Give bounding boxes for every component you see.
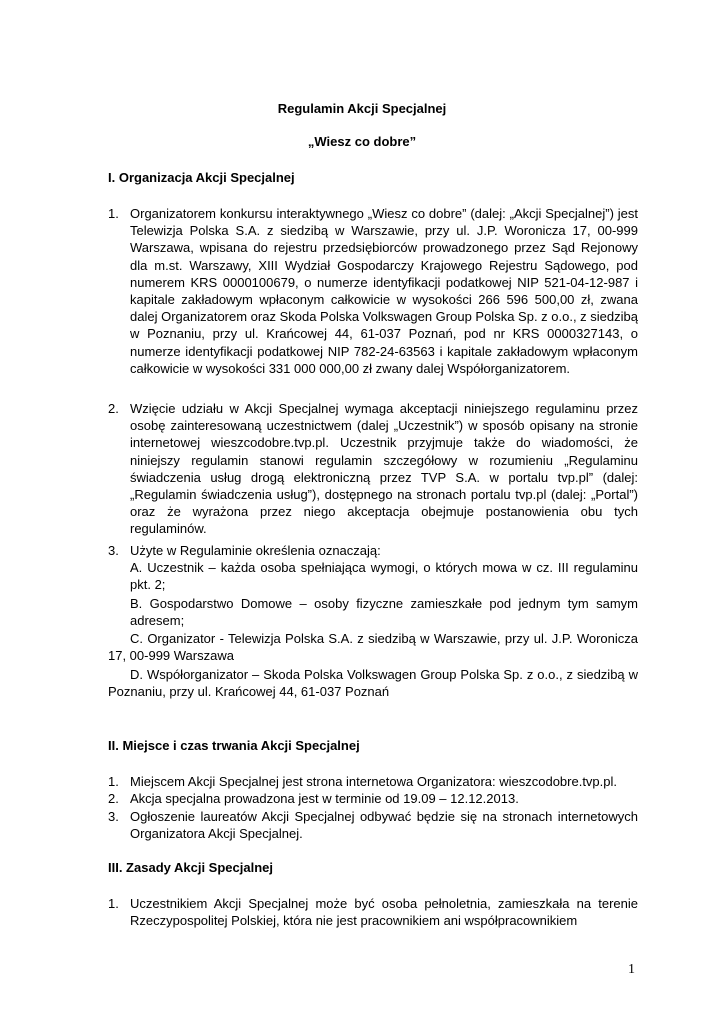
list-item-text: Akcja specjalna prowadzona jest w terminie od 19.09 – 12.12.2013. bbox=[130, 791, 519, 806]
list-item-number: 3. bbox=[108, 543, 119, 558]
document-subtitle: „Wiesz co dobre” bbox=[307, 134, 417, 149]
definition-a: A. Uczestnik – każda osoba spełniająca wymogi, o których mowa w cz. III regulaminu pkt. 2; bbox=[130, 560, 638, 593]
list-item-text: Miejscem Akcji Specjalnej jest strona internetowa Organizatora: wieszcodobre.tvp.pl. bbox=[130, 774, 618, 789]
list-item bbox=[108, 205, 638, 377]
page-number: 1 bbox=[628, 962, 635, 977]
list-item bbox=[108, 808, 638, 842]
list-item bbox=[108, 790, 638, 807]
section-heading: I. Organizacja Akcji Specjalnej bbox=[108, 170, 295, 185]
definition-d: D. Współorganizator – Skoda Polska Volkswagen Group Polska Sp. z o.o., z siedzibą w Poznaniu, przy ul. Krańcowej 44, 61-037 Poznań bbox=[108, 667, 638, 700]
list-item bbox=[108, 542, 638, 559]
list-item-number: 1. bbox=[108, 774, 119, 789]
list-item-text: Użyte w Regulaminie określenia oznaczają: bbox=[130, 543, 381, 558]
list-item bbox=[108, 773, 638, 790]
list-item-text: Uczestnikiem Akcji Specjalnej może być osoba pełnoletnia, zamieszkała na terenie Rzeczypospolitej Polskiej, która nie jest pracownikiem ani współpracownikiem bbox=[130, 896, 638, 929]
list-item bbox=[108, 400, 638, 538]
list-item-number: 2. bbox=[108, 401, 119, 416]
list-item-number: 3. bbox=[108, 809, 119, 824]
definition-c: C. Organizator - Telewizja Polska S.A. z siedzibą w Warszawie, przy ul. J.P. Woronicza 17, 00-999 Warszawa bbox=[108, 631, 638, 664]
list-item-text: Wzięcie udziału w Akcji Specjalnej wymaga akceptacji niniejszego regulaminu przez osobę zainteresowaną uczestnictwem (dalej „Uczestnik”) w sposób opisany na stronie internetowej wieszcodobre.tvp.pl. Uczestnik przyjmuje także do wiadomości, że niniejszy regulamin stanowi regulamin szczegółowy w rozumieniu „Regulaminu świadczenia usług drogą elektroniczną przez TVP S.A. w portalu tvp.pl” (dalej: „Regulamin świadczenia usług”), dostępnego na stronach portalu tvp.pl (dalej: „Portal”) oraz że wyrażona przez niego akceptacja obejmuje postanowienia obu tych regulaminów. bbox=[130, 401, 638, 537]
list-item-text: Ogłoszenie laureatów Akcji Specjalnej odbywać będzie się na stronach internetowych Organizatora Akcji Specjalnej. bbox=[130, 809, 638, 842]
list-item bbox=[108, 895, 638, 929]
list-item-number: 1. bbox=[108, 896, 119, 911]
list-item-number: 2. bbox=[108, 791, 119, 806]
section-heading: III. Zasady Akcji Specjalnej bbox=[108, 860, 273, 875]
section-heading: II. Miejsce i czas trwania Akcji Specjalnej bbox=[108, 738, 360, 753]
list-item-text: Organizatorem konkursu interaktywnego „Wiesz co dobre” (dalej: „Akcji Specjalnej”) jest Telewizja Polska S.A. z siedzibą w Warszawie, przy ul. J.P. Woronicza 17, 00-999 Warszawa, wpisana do rejestru przedsiębiorców prowadzonego przez Sąd Rejonowy dla m.st. Warszawy, XIII Wydział Gospodarczy Krajowego Rejestru Sądowego, pod numerem KRS 0000100679, o numerze identyfikacji podatkowej NIP 521-04-12-987 i kapitale zakładowym wpłaconym całkowicie w wysokości 266 596 500,00 zł, zwana dalej Organizatorem oraz Skoda Polska Volkswagen Group Polska Sp. z o.o., z siedzibą w Poznaniu, przy ul. Krańcowej 44, 61-037 Poznań, pod nr KRS 0000327143, o numerze identyfikacji podatkowej NIP 782-24-63563 i kapitale zakładowym wpłaconym całkowicie w wysokości 331 000 000,00 zł zwany dalej Współorganizatorem. bbox=[130, 206, 638, 376]
list-item-number: 1. bbox=[108, 206, 119, 221]
document-title: Regulamin Akcji Specjalnej bbox=[277, 101, 447, 116]
definition-b: B. Gospodarstwo Domowe – osoby fizyczne zamieszkałe pod jednym tym samym adresem; bbox=[130, 596, 638, 629]
